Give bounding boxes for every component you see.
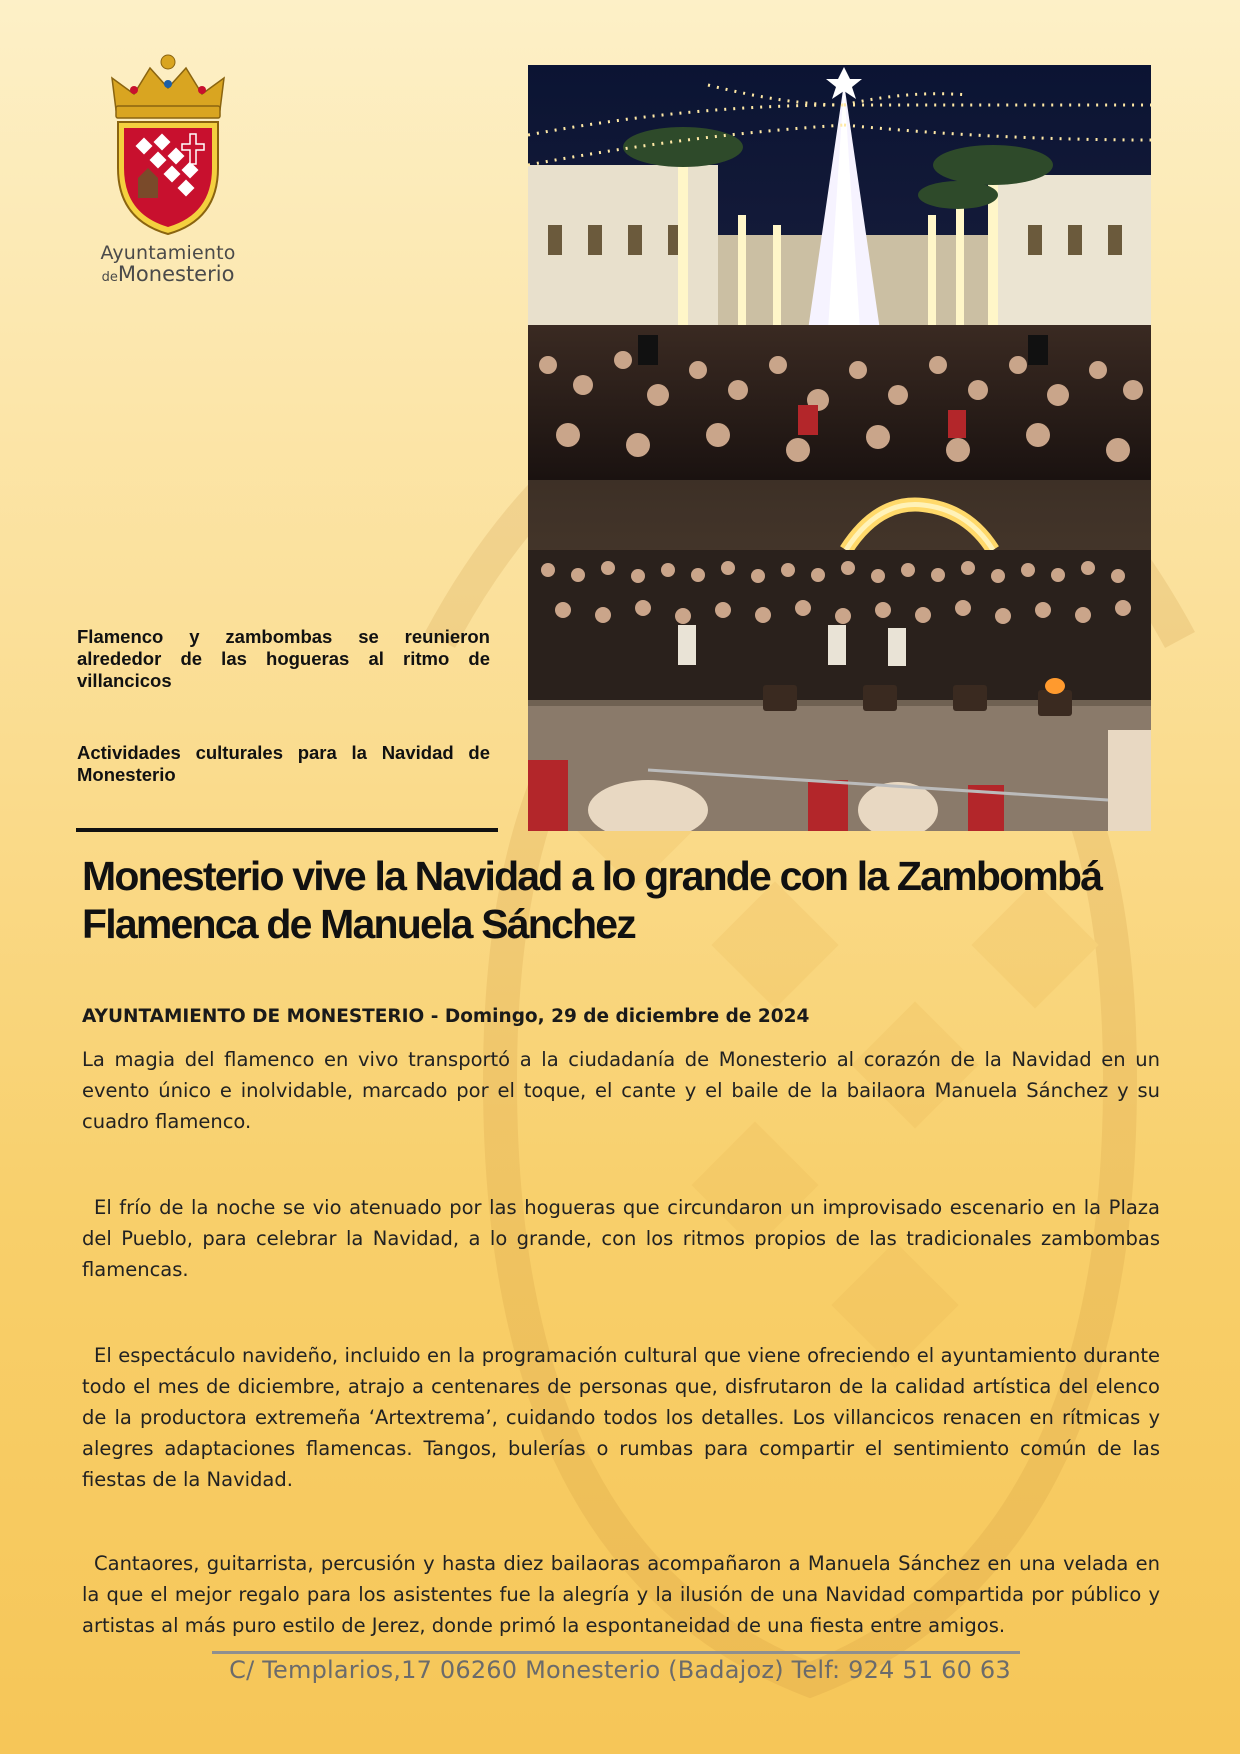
article-headline: Monesterio vive la Navidad a lo grande con la Zambombá Flamenca de Manuela Sánchez — [82, 853, 1102, 947]
article-paragraph-4: Cantaores, guitarrista, percusión y hasta diez bailaoras acompañaron a Manuela Sánchez en una velada en la que el mejor regalo para los asistentes fue la alegría y la ilusión de una Navidad compartida por público y artistas al más puro estilo de Jerez, donde primó la espontaneidad de una fiesta entre amigos. — [82, 1552, 1160, 1637]
highlight-activities: Actividades culturales para la Navidad de Monesterio — [77, 742, 490, 785]
article-paragraph-2: El frío de la noche se vio atenuado por las hogueras que circundaron un improvisado escenario en la Plaza del Pueblo, para celebrar la Navidad, a lo grande, con los ritmos propios de las tradicionales zambombas flamencas. — [82, 1196, 1160, 1281]
separator-line — [76, 828, 498, 832]
article-paragraph-1: La magia del flamenco en vivo transportó a la ciudadanía de Monesterio al corazón de la Navidad en un evento único e inolvidable, marcado por el toque, el cante y el baile de la bailaora Manuela Sánchez y su cuadro flamenco. — [82, 1048, 1160, 1133]
logo-text-line1: Ayuntamiento — [100, 242, 236, 264]
coat-of-arms-icon — [98, 48, 238, 238]
logo-text-line2: deMonesterio — [101, 262, 235, 286]
article-paragraph-3: El espectáculo navideño, incluido en la programación cultural que viene ofreciendo el ayuntamiento durante todo el mes de diciembre, atrajo a centenares de personas que, disfrutaron de la calidad artística del elenco de la productora extremeña ‘Artextrema’, cuidando todos los detalles. Los villancicos renacen en rítmicas y alegres adaptaciones flamencas. Tangos, bulerías o rumbas para compartir el sentimiento común de las fiestas de la Navidad. — [82, 1344, 1160, 1491]
municipality-logo — [88, 48, 248, 288]
photo-christmas-plaza — [528, 65, 1151, 480]
christmas-plaza-photo-icon — [528, 65, 1151, 480]
article-dateline: AYUNTAMIENTO DE MONESTERIO - Domingo, 29 de diciembre de 2024 — [82, 1006, 810, 1027]
footer-address: C/ Templarios,17 06260 Monesterio (Badajoz) Telf: 924 51 60 63 — [229, 1656, 1011, 1684]
highlight-summary: Flamenco y zambombas se reunieron alrededor de las hogueras al ritmo de villancicos — [77, 626, 490, 691]
footer-rule — [212, 1651, 1020, 1654]
photo-crowd-bonfires — [528, 480, 1151, 831]
crowd-bonfires-photo-icon — [528, 480, 1151, 831]
